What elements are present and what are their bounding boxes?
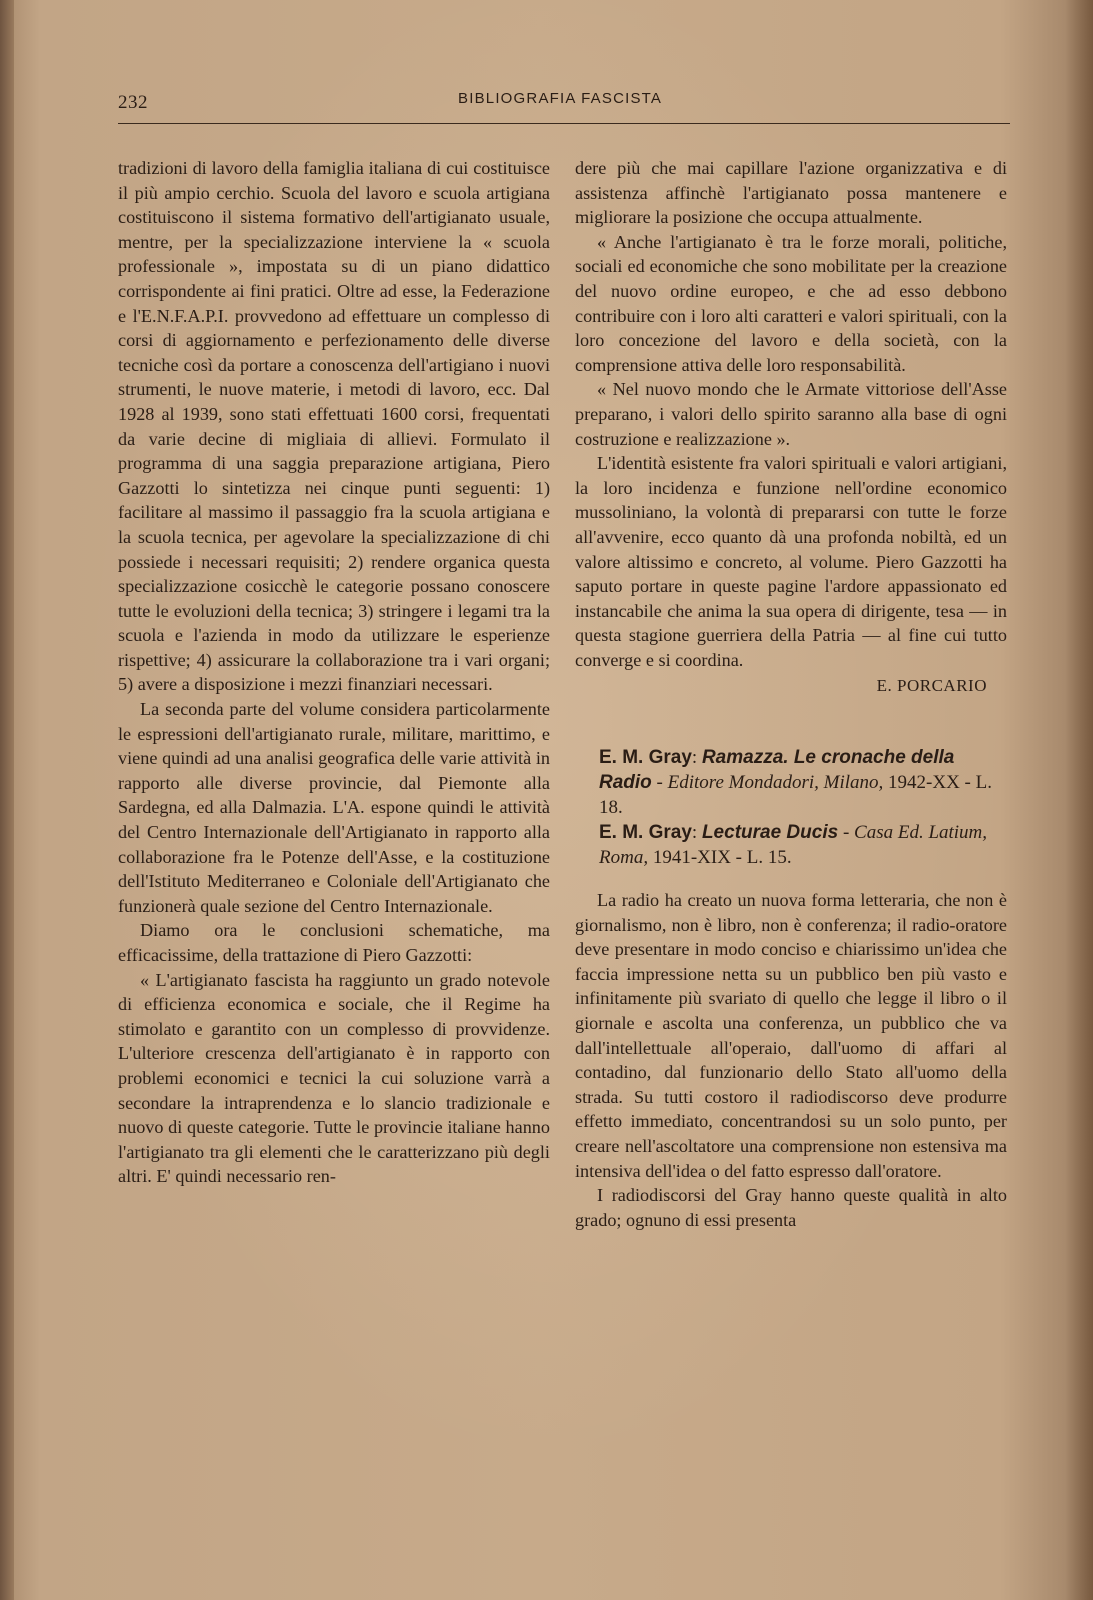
entry-2-title: Lecturae Ducis [701, 822, 839, 844]
left-paragraph-4: « L'artigianato fascista ha raggiunto un grado notevole di efficienza economica e sociale, che il Regime ha stimolato e garantito con un complesso di provvidenze. L'ulteriore crescenza dell'artigianato è in rapporto con problemi economici e tecnici la cui soluzione varrà a secondare la intraprendenza e lo slancio tradizionale e nuovo di queste categorie. Tutte le provincie italiane hanno l'artigianato tra gli elementi che le caratterizzano più degli altri. E' quindi necessario ren- [118, 969, 550, 1187]
left-paragraph-1: tradizioni di lavoro della famiglia italiana di cui costituisce il più ampio cerchio. Scuola del lavoro e scuola artigiana costituiscono il sistema formativo dell'artigianato usuale, mentre, per la specializzazione interviene la « scuola professionale », impostata su di un piano didattico corrispondente ai fini pratici. Oltre ad esse, la Federazione e l'E.N.F.A.P.I. provvedono ad effettuare un complesso di corsi di aggiornamento e perfezionamento delle diverse tecniche così da portare a conoscenza dell'artigiano i nuovi strumenti, le nuove materie, i metodi di lavoro, ecc. Dal 1928 al 1939, sono stati effettuati 1600 corsi, frequentati da varie decine di migliaia di allievi. Formulato il programma di una saggia preparazione artigiana, Piero Gazzotti lo sintetizza nei cinque punti seguenti: 1) facilitare al massimo il passaggio fra la scuola artigiana e la scuola tecnica, per agevolare la specializzazione di chi possiede i necessari requisiti; 2) rendere organica questa specializzazione cosicchè le categorie possano conoscere tutte le evoluzioni della tecnica; 3) stringere i legami tra la scuola e l'azienda in modo da utilizzare le esperienze rispettive; 4) assicurare la collaborazione tra i vari organi; 5) avere a disposizione i mezzi finanziari necessari. [118, 158, 550, 695]
page-number: 232 [118, 92, 148, 113]
right-paragraph-5: La radio ha creato un nuova forma letteraria, che non è giornalismo, non è libro, non è conferenza; il radio-oratore deve presentare in modo conciso e chiarissimo un'idea che faccia impressione netta su un pubblico ben più vasto e infinitamente più svariato di quello che legge il libro o il giornale e ascolta una conferenza, un pubblico che va dall'intellettuale all'operaio, dall'uomo di affari al contadino, dal funzionario dello Stato all'uomo della strada. Su tutti costoro il radiodiscorso deve produrre effetto immediato, concentrandosi su un solo punto, per creare nell'ascoltatore una comprensione non estensiva ma intensiva dell'idea o del fatto espresso dall'oratore. [575, 890, 1007, 1181]
header-rule [118, 123, 1010, 124]
right-paragraph-1: dere più che mai capillare l'azione organizzativa e di assistenza affinchè l'artigianato possa mantenere e migliorare la posizione che occupa attualmente. [575, 158, 1007, 228]
right-paragraph-6: I radiodiscorsi del Gray hanno queste qualità in alto grado; ognuno di essi presenta [575, 1185, 1007, 1230]
left-paragraph-2: La seconda parte del volume considera particolarmente le espressioni dell'artigianato rurale, militare, marittimo, e viene quindi ad una analisi geografica delle varie attività in rapporto alle diverse provincie, dal Piemonte alla Sardegna, ed alla Dalmazia. L'A. espone quindi le attività del Centro Internazionale dell'Artigianato in rapporto alla collaborazione fra le Potenze dell'Asse, e la costituzione dell'Istituto Mediterraneo e Coloniale dell'Artigianato che funzionerà quale sezione del Centro Internazionale. [118, 699, 550, 916]
review-signature: E. PORCARIO [876, 676, 987, 696]
right-paragraph-2: « Anche l'artigianato è tra le forze morali, politiche, sociali ed economiche che sono mobilitate per la creazione del nuovo ordine europeo, e che ad esso debbono contribuire con i loro alti caratteri e valori spirituali, con la loro concezione del lavoro e della società, con la comprensione attiva delle loro responsabilità. [575, 231, 1007, 375]
page-header [118, 88, 1008, 124]
right-column [575, 156, 1007, 1232]
left-column [118, 156, 550, 1189]
entry-1-details: 1942-XX - L. 18. [599, 772, 992, 819]
entry-1-title: Ramazza. Le cronache della Radio [599, 747, 955, 794]
page-left-edge [0, 0, 14, 1600]
right-paragraph-3: « Nel nuovo mondo che le Armate vittoriose dell'Asse preparano, i valori dello spirito saranno alla base di ogni costruzione e realizzazione ». [575, 379, 1007, 449]
right-paragraph-4: L'identità esistente fra valori spirituali e valori artigiani, la loro incidenza e funzione nell'ordine economico mussoliniano, la volontà di prepararsi con tutte le forze all'avvenire, ecco quanto dà una profonda nobiltà, ed un valore altissimo e concreto, al volume. Piero Gazzotti ha saputo portare in queste pagine l'ardore appassionato ed instancabile che anima la sua opera di dirigente, tesa — in questa stagione guerriera della Patria — al fine cui tutto converge e si coordina. [575, 453, 1007, 670]
review-section [575, 745, 1007, 1232]
left-paragraph-3: Diamo ora le conclusioni schematiche, ma efficacissime, della trattazione di Piero Gazzotti: [118, 920, 550, 965]
running-title: BIBLIOGRAFIA FASCISTA [458, 90, 663, 107]
page-right-edge [1065, 0, 1093, 1600]
entry-2-publisher: - Casa Ed. Latium, Roma, [599, 822, 988, 869]
bibliography-entry-2: E. M. Gray: Lecturae Ducis - Casa Ed. Latium, Roma, 1941-XIX - L. 15. [599, 822, 988, 869]
entry-2-author: E. M. Gray [599, 822, 692, 844]
entry-2-details: 1941-XIX - L. 15. [652, 847, 792, 869]
entry-1-author: E. M. Gray [599, 747, 692, 769]
entry-1-publisher: - Editore Mondadori, Milano, [656, 772, 884, 794]
bibliography-entry-1: E. M. Gray: Ramazza. Le cronache della Radio - Editore Mondadori, Milano, 1942-XX - L. 18. [599, 747, 992, 819]
